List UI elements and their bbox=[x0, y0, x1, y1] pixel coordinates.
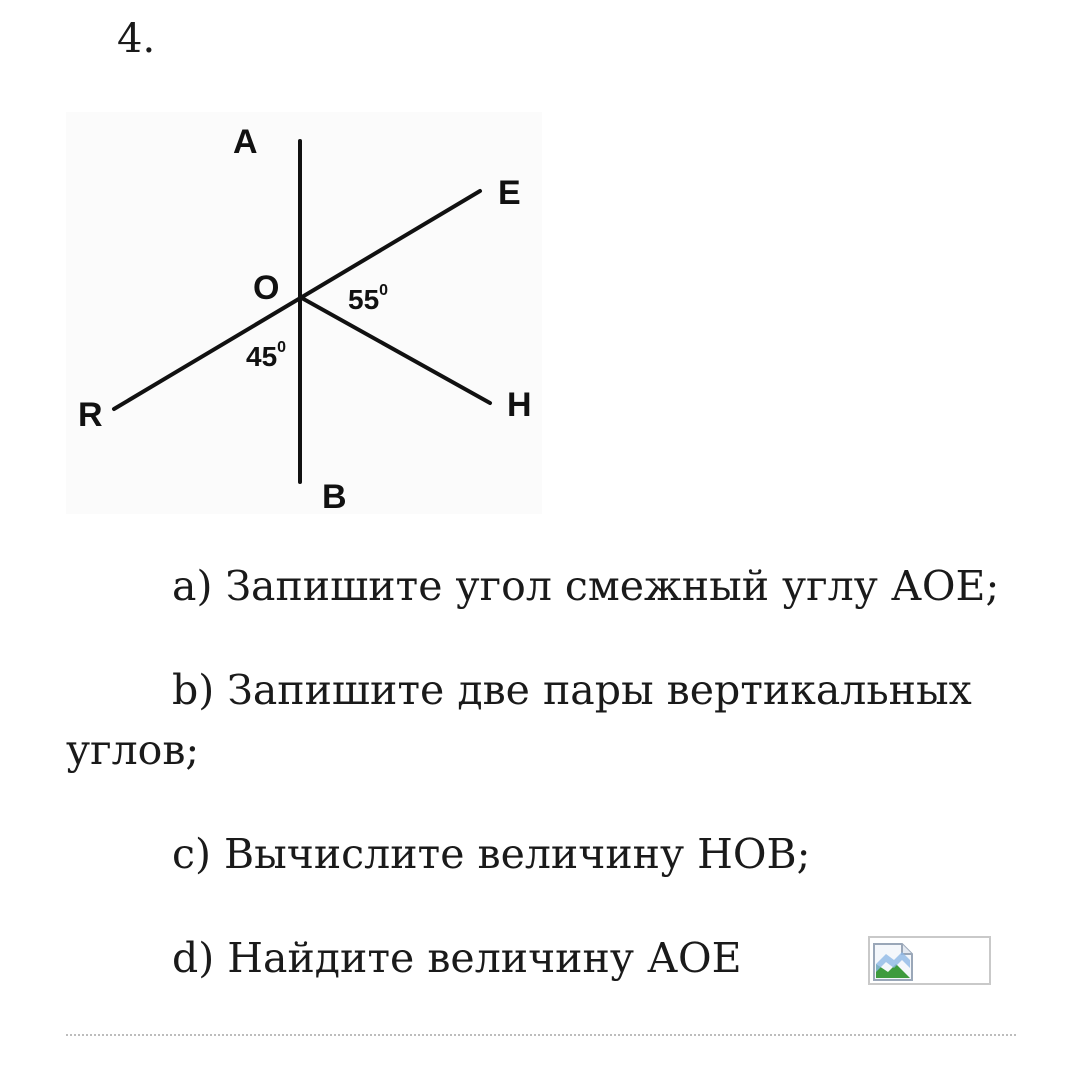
point-label-h: H bbox=[507, 386, 532, 424]
point-label-b: B bbox=[322, 478, 347, 514]
question-c: c) Вычислите величину НОВ; bbox=[172, 830, 811, 878]
ray-oh bbox=[300, 297, 490, 403]
point-label-r: R bbox=[78, 396, 103, 434]
point-label-a: A bbox=[233, 123, 258, 161]
broken-image[interactable] bbox=[868, 936, 991, 985]
question-b-line1: b) Запишите две пары вертикальных bbox=[172, 666, 972, 714]
angle-diagram bbox=[66, 112, 542, 514]
task-number: 4. bbox=[117, 16, 156, 62]
geometry-figure bbox=[66, 112, 542, 514]
line-re bbox=[114, 191, 480, 409]
angle-label-45: $45^0$ bbox=[246, 339, 287, 372]
broken-image-icon bbox=[872, 942, 918, 982]
section-divider bbox=[66, 1034, 1016, 1036]
question-d: d) Найдите величину АОЕ bbox=[172, 934, 742, 982]
question-a: a) Запишите угол смежный углу АОЕ; bbox=[172, 562, 1000, 610]
point-label-o: O bbox=[253, 269, 280, 307]
angle-label-55: $55^0$ bbox=[348, 282, 389, 315]
question-b-line2: углов; bbox=[66, 726, 200, 774]
point-label-e: E bbox=[498, 174, 521, 212]
